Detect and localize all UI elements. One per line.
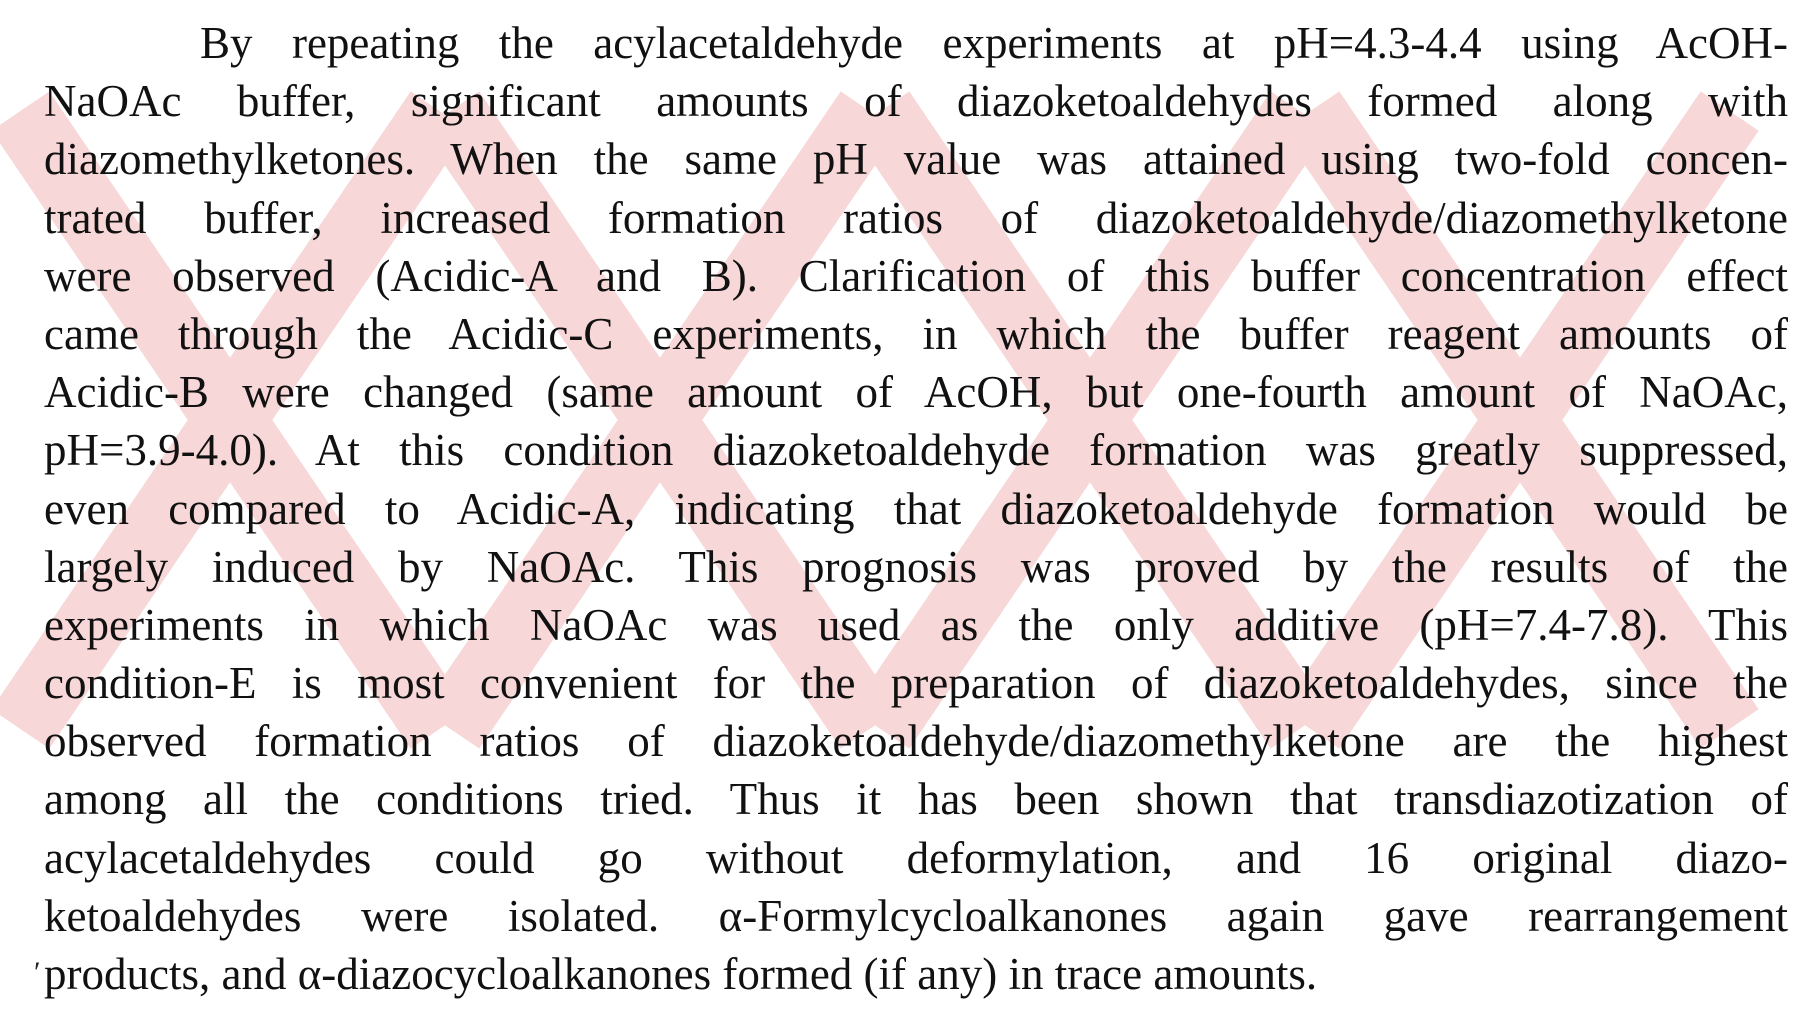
stray-mark: ′ [34,956,41,989]
paragraph-line: came through the Acidic-C experiments, in which the buffer reagent amounts of [44,308,1788,359]
paragraph-line: ketoaldehydes were isolated. α-Formylcycloalkanones again gave rearrangement [44,890,1788,941]
paragraph-line: even compared to Acidic-A, indicating that diazoketoaldehyde formation would be [44,483,1788,534]
body-paragraph [44,14,1788,1003]
paragraph-line: NaOAc buffer, significant amounts of diazoketoaldehydes formed along with [44,76,1788,127]
paragraph-line: acylacetaldehydes could go without deformylation, and 16 original diazo- [44,832,1788,883]
paragraph-line: By repeating the acylacetaldehyde experiments at pH=4.3-4.4 using AcOH- [200,18,1788,68]
paragraph-line: Acidic-B were changed (same amount of AcOH, but one-fourth amount of NaOAc, [44,367,1788,418]
paragraph-line: trated buffer, increased formation ratios of diazoketoaldehyde/diazomethylketone [44,192,1788,243]
paragraph-line: among all the conditions tried. Thus it has been shown that transdiazotization of [44,774,1788,825]
paragraph-line: diazomethylketones. When the same pH value was attained using two-fold concen- [44,134,1788,185]
paragraph-line: largely induced by NaOAc. This prognosis was proved by the results of the [44,541,1788,592]
paragraph-line: observed formation ratios of diazoketoaldehyde/diazomethylketone are the highest [44,716,1788,767]
paragraph-line: experiments in which NaOAc was used as the only additive (pH=7.4-7.8). This [44,599,1788,650]
paragraph-line: pH=3.9-4.0). At this condition diazoketoaldehyde formation was greatly suppressed, [44,425,1788,476]
paragraph-line: condition-E is most convenient for the preparation of diazoketoaldehydes, since the [44,658,1788,709]
paragraph-line: products, and α-diazocycloalkanones formed (if any) in trace amounts. [44,949,1318,999]
paragraph-line: were observed (Acidic-A and B). Clarification of this buffer concentration effect [44,250,1788,301]
